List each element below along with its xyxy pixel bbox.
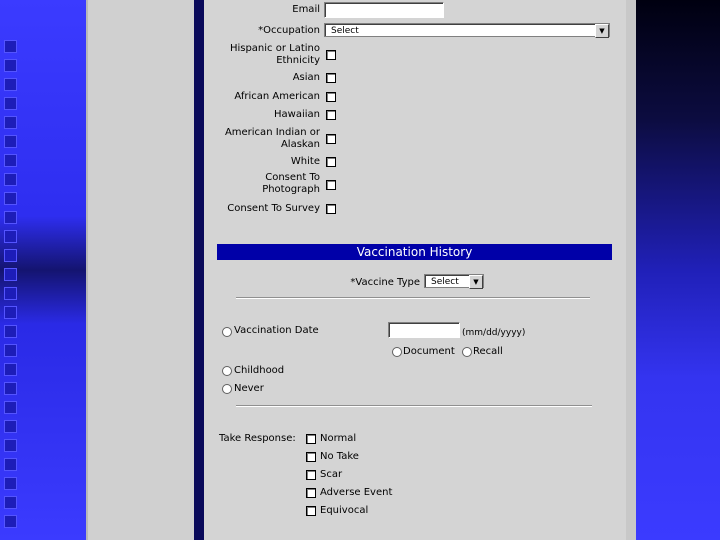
take-response-label: Take Response: bbox=[219, 433, 296, 444]
vaccination-date-radio[interactable] bbox=[222, 327, 232, 337]
email-label: Email bbox=[292, 4, 320, 15]
slide-right-band bbox=[636, 0, 720, 540]
american-indian-label-line1: American Indian or bbox=[224, 127, 320, 138]
never-label: Never bbox=[234, 383, 264, 394]
window-edge bbox=[194, 0, 204, 540]
childhood-radio[interactable] bbox=[222, 366, 232, 376]
take-response-equivocal-checkbox[interactable] bbox=[306, 506, 316, 516]
consent-survey-label: Consent To Survey bbox=[227, 203, 320, 214]
recall-radio[interactable] bbox=[462, 347, 472, 357]
take-response-no-take-label: No Take bbox=[320, 451, 359, 462]
document-label: Document bbox=[403, 346, 455, 357]
american-indian-checkbox[interactable] bbox=[326, 134, 336, 144]
never-radio[interactable] bbox=[222, 384, 232, 394]
occupation-selected-value: Select bbox=[331, 26, 359, 36]
white-checkbox[interactable] bbox=[326, 157, 336, 167]
recall-label: Recall bbox=[473, 346, 503, 357]
hispanic-label-line1: Hispanic or Latino bbox=[229, 43, 320, 54]
date-format-hint: (mm/dd/yyyy) bbox=[462, 328, 526, 338]
vaccination-history-header: Vaccination History bbox=[217, 244, 612, 260]
document-radio[interactable] bbox=[392, 347, 402, 357]
occupation-select[interactable] bbox=[324, 23, 610, 37]
vaccine-type-select[interactable] bbox=[424, 274, 484, 288]
window-left-margin bbox=[86, 0, 196, 540]
asian-checkbox[interactable] bbox=[326, 73, 336, 83]
consent-photo-label-line1: Consent To bbox=[265, 172, 320, 183]
vaccination-date-input[interactable] bbox=[388, 322, 460, 338]
hispanic-label-line2: Ethnicity bbox=[276, 55, 320, 66]
take-response-normal-label: Normal bbox=[320, 433, 357, 444]
email-input[interactable] bbox=[324, 2, 444, 18]
hawaiian-checkbox[interactable] bbox=[326, 110, 336, 120]
vaccine-type-selected-value: Select bbox=[431, 277, 459, 287]
decorative-squares bbox=[4, 40, 24, 534]
hispanic-checkbox[interactable] bbox=[326, 50, 336, 60]
consent-survey-checkbox[interactable] bbox=[326, 204, 336, 214]
form-panel bbox=[204, 0, 626, 540]
divider bbox=[236, 405, 592, 407]
white-label: White bbox=[290, 156, 320, 167]
take-response-equivocal-label: Equivocal bbox=[320, 505, 369, 516]
african-american-label: African American bbox=[234, 91, 320, 102]
hawaiian-label: Hawaiian bbox=[274, 109, 320, 120]
slide-left-band bbox=[0, 0, 86, 540]
vaccine-type-label: *Vaccine Type bbox=[350, 277, 420, 288]
divider bbox=[236, 297, 590, 299]
take-response-scar-label: Scar bbox=[320, 469, 343, 480]
consent-photo-label-line2: Photograph bbox=[262, 184, 320, 195]
take-response-scar-checkbox[interactable] bbox=[306, 470, 316, 480]
take-response-adverse-event-checkbox[interactable] bbox=[306, 488, 316, 498]
chevron-down-icon[interactable]: ▼ bbox=[595, 24, 609, 38]
take-response-no-take-checkbox[interactable] bbox=[306, 452, 316, 462]
childhood-label: Childhood bbox=[234, 365, 285, 376]
consent-photo-checkbox[interactable] bbox=[326, 180, 336, 190]
american-indian-label-line2: Alaskan bbox=[280, 139, 320, 150]
take-response-normal-checkbox[interactable] bbox=[306, 434, 316, 444]
take-response-adverse-event-label: Adverse Event bbox=[320, 487, 393, 498]
chevron-down-icon[interactable]: ▼ bbox=[469, 275, 483, 289]
african-american-checkbox[interactable] bbox=[326, 92, 336, 102]
window-right-margin bbox=[626, 0, 636, 540]
asian-label: Asian bbox=[292, 72, 320, 83]
occupation-label: *Occupation bbox=[258, 25, 320, 36]
vaccination-date-label: Vaccination Date bbox=[234, 325, 319, 336]
